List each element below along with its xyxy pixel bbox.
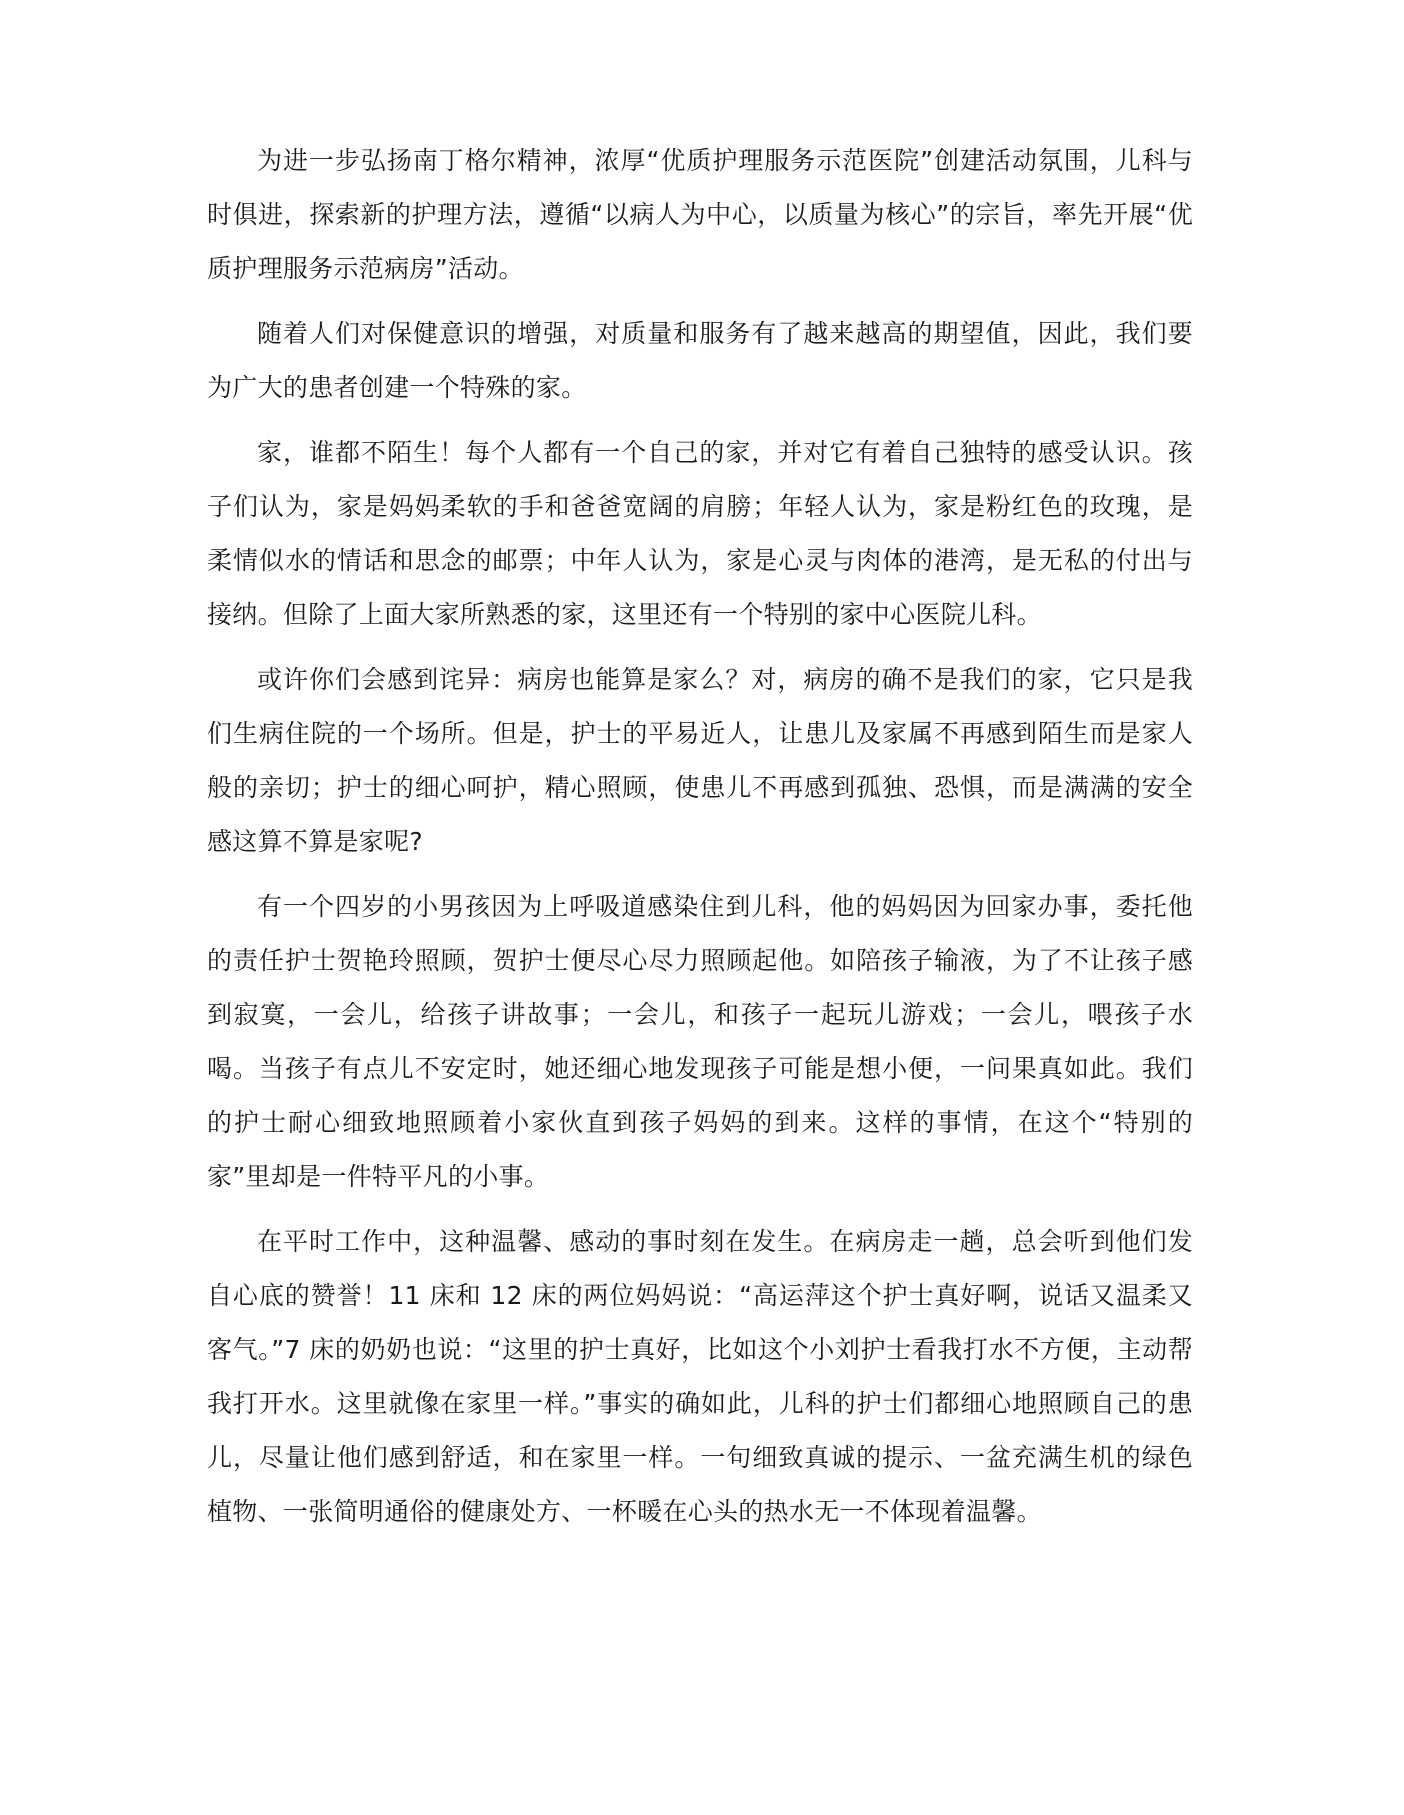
paragraph-1: 为进一步弘扬南丁格尔精神，浓厚“优质护理服务示范医院”创建活动氛围，儿科与时俱进，探索新的护理方法，遵循“以病人为中心，以质量为核心”的宗旨，率先开展“优质护理服务示范病房”活动。 [207,146,1193,283]
paragraph-4: 或许你们会感到诧异：病房也能算是家么？对，病房的确不是我们的家，它只是我们生病住院的一个场所。但是，护士的平易近人，让患儿及家属不再感到陌生而是家人般的亲切；护士的细心呵护，精心照顾，使患儿不再感到孤独、恐惧，而是满满的安全感这算不算是家呢? [207,665,1193,856]
document-page [207,134,1193,1550]
paragraph-2: 随着人们对保健意识的增强，对质量和服务有了越来越高的期望值，因此，我们要为广大的患者创建一个特殊的家。 [207,319,1193,402]
paragraph-5: 有一个四岁的小男孩因为上呼吸道感染住到儿科，他的妈妈因为回家办事，委托他的责任护士贺艳玲照顾，贺护士便尽心尽力照顾起他。如陪孩子输液，为了不让孩子感到寂寞，一会儿，给孩子讲故事；一会儿，和孩子一起玩儿游戏；一会儿，喂孩子水喝。当孩子有点儿不安定时，她还细心地发现孩子可能是想小便，一问果真如此。我们的护士耐心细致地照顾着小家伙直到孩子妈妈的到来。这样的事情，在这个“特别的家”里却是一件特平凡的小事。 [207,892,1193,1191]
paragraph-6: 在平时工作中，这种温馨、感动的事时刻在发生。在病房走一趟，总会听到他们发自心底的赞誉！11 床和 12 床的两位妈妈说：“高运萍这个护士真好啊，说话又温柔又客气。”7 床的奶奶也说：“这里的护士真好，比如这个小刘护士看我打水不方便，主动帮我打开水。这里就像在家里一样。”事实的确如此，儿科的护士们都细心地照顾自己的患儿，尽量让他们感到舒适，和在家里一样。一句细致真诚的提示、一盆充满生机的绿色植物、一张简明通俗的健康处方、一杯暖在心头的热水无一不体现着温馨。 [207,1227,1193,1526]
paragraph-3: 家，谁都不陌生！每个人都有一个自己的家，并对它有着自己独特的感受认识。孩子们认为，家是妈妈柔软的手和爸爸宽阔的肩膀；年轻人认为，家是粉红色的玫瑰，是柔情似水的情话和思念的邮票；中年人认为，家是心灵与肉体的港湾，是无私的付出与接纳。但除了上面大家所熟悉的家，这里还有一个特别的家中心医院儿科。 [207,438,1193,629]
